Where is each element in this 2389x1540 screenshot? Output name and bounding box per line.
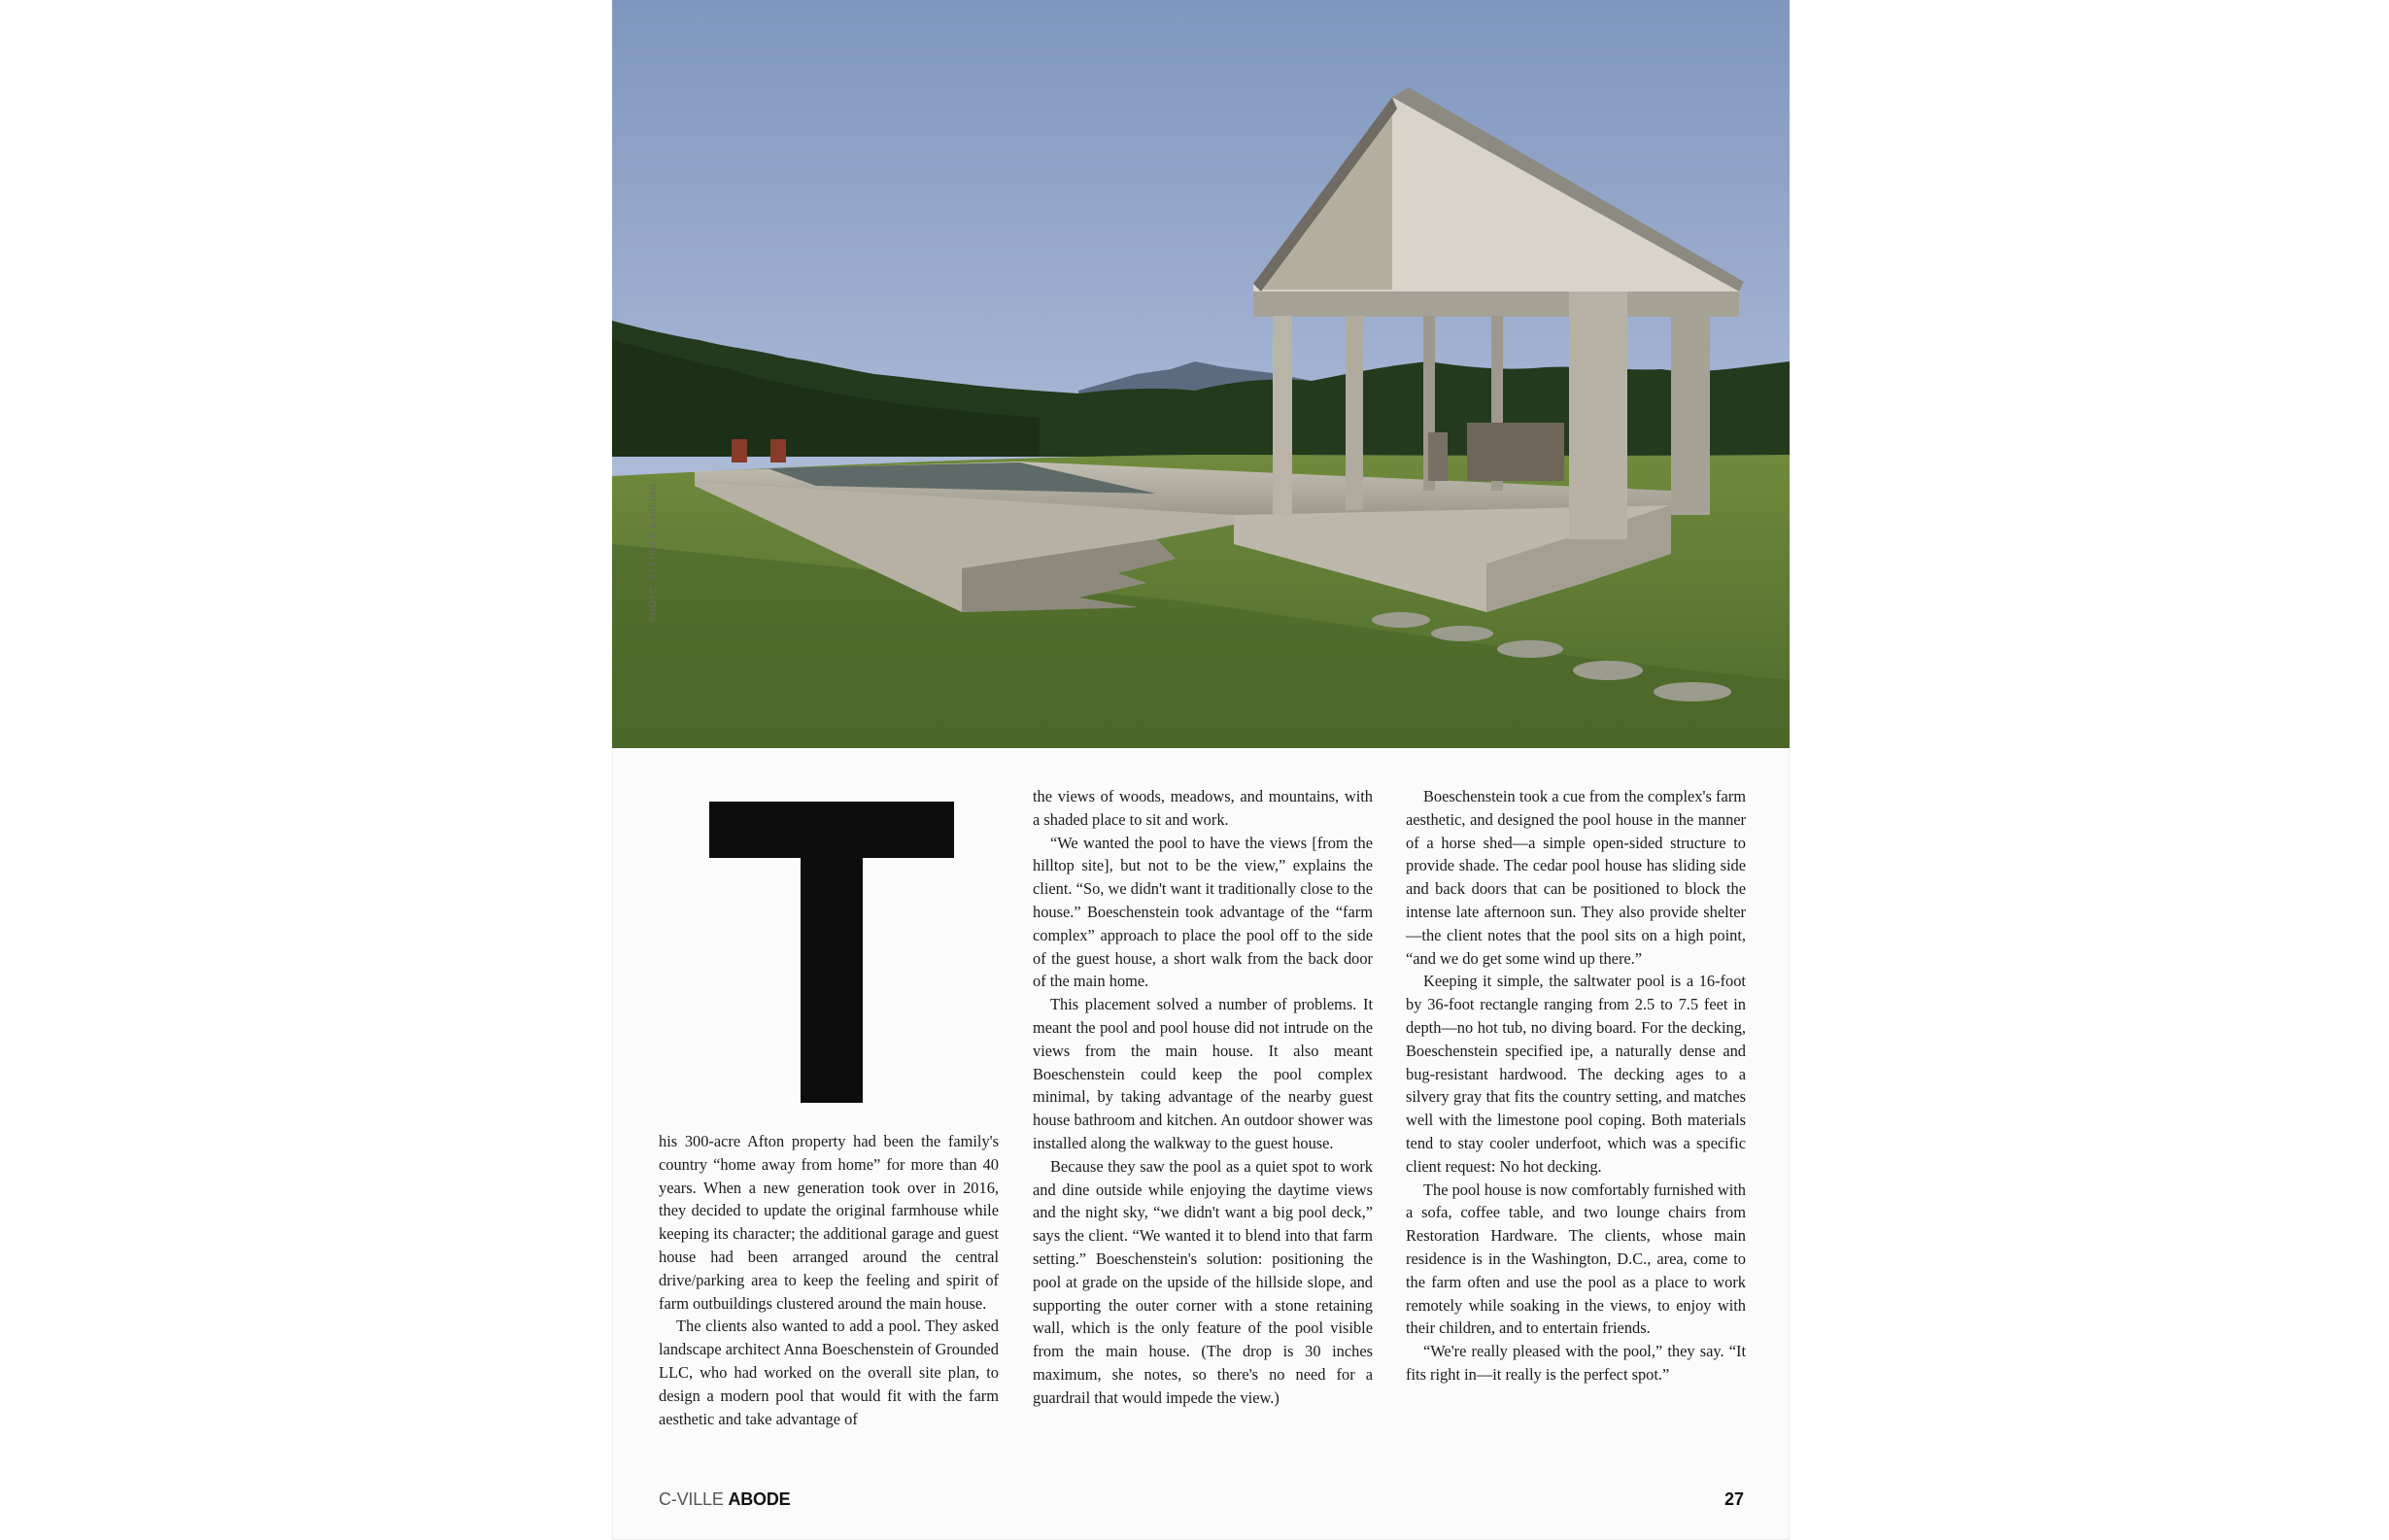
photo-credit: PHOTO: STEPHEN BARLING bbox=[648, 482, 658, 622]
drop-cap-t bbox=[709, 802, 954, 1103]
magazine-brand: C-VILLE bbox=[659, 1489, 724, 1509]
paragraph: “We wanted the pool to have the views [from the hilltop site], but not to be the view,” explains the client. “So, we didn't want it traditionally close to the house.” Boeschenstein took advantage of the “farm complex” approach to place the pool off to the side of the guest house, a short walk from the back door of the main home. bbox=[1033, 833, 1373, 991]
paragraph: “We're really pleased with the pool,” they say. “It fits right in—it really is the perfect spot.” bbox=[1406, 1342, 1746, 1384]
magazine-section: ABODE bbox=[728, 1489, 791, 1509]
paragraph: Because they saw the pool as a quiet spot to work and dine outside while enjoying the daytime views and the night sky, “we didn't want a big pool deck,” says the client. “We wanted it to blend into that farm setting.” Boeschenstein's solution: positioning the pool at grade on the upside of the hillside slope, and supporting the outer corner with a stone retaining wall, which is the only feature of the pool visible from the main house. (The drop is 30 inches maximum, she notes, so there's no need for a guardrail that would impede the view.) bbox=[1033, 1156, 1373, 1407]
paragraph: The pool house is now comfortably furnished with a sofa, coffee table, and two lounge chairs from Restoration Hardware. The clients, whose main residence is in the Washington, D.C., area, come to the farm often and use the pool as a place to work remotely while soaking in the views, to enjoy with their children, and to entertain friends. bbox=[1406, 1180, 1746, 1338]
article-column-3 bbox=[1406, 785, 1746, 1386]
paragraph: The clients also wanted to add a pool. They asked landscape architect Anna Boeschenstein of Grounded LLC, who had worked on the overall site plan, to design a modern pool that would fit with the farm aesthetic and take advantage of bbox=[659, 1317, 999, 1428]
magazine-footer-title bbox=[659, 1489, 790, 1510]
article-column-1 bbox=[659, 1130, 999, 1430]
paragraph: Keeping it simple, the saltwater pool is a 16-foot by 36-foot rectangle ranging from 2.5 to 7.5 feet in depth—no hot tub, no diving board. For the decking, Boeschenstein specified ipe, a naturally dense and bug-resistant hardwood. The decking ages to a silvery gray that fits the country setting, and matches well with the limestone pool coping. Both materials tend to stay cooler underfoot, which was a specific client request: No hot decking. bbox=[1406, 972, 1746, 1176]
paragraph: Boeschenstein took a cue from the complex's farm aesthetic, and designed the pool house in the manner of a horse shed—a simple open-sided structure to provide shade. The cedar pool house has sliding side and back doors that can be positioned to block the intense late afternoon sun. They also provide shelter—the client notes that the pool sits on a high point, “and we do get some wind up there.” bbox=[1406, 787, 1746, 968]
pool-house-photo-illustration bbox=[612, 0, 1790, 748]
paragraph: his 300-acre Afton property had been the family's country “home away from home” for more than 40 years. When a new generation took over in 2016, they decided to update the original farmhouse while keeping its character; the additional garage and guest house had been arranged around the central drive/parking area to keep the feeling and spirit of farm outbuildings clustered around the main house. bbox=[659, 1132, 999, 1313]
pool-house-photo bbox=[612, 0, 1790, 748]
article-column-2 bbox=[1033, 785, 1373, 1410]
page-number: 27 bbox=[1724, 1489, 1745, 1509]
paragraph: This placement solved a number of problems. It meant the pool and pool house did not intrude on the views from the main house. It also meant Boeschenstein could keep the pool complex minimal, by taking advantage of the nearby guest house bathroom and kitchen. An outdoor shower was installed along the walkway to the guest house. bbox=[1033, 995, 1373, 1152]
magazine-page bbox=[612, 0, 1790, 1540]
paragraph: the views of woods, meadows, and mountains, with a shaded place to sit and work. bbox=[1033, 787, 1373, 829]
